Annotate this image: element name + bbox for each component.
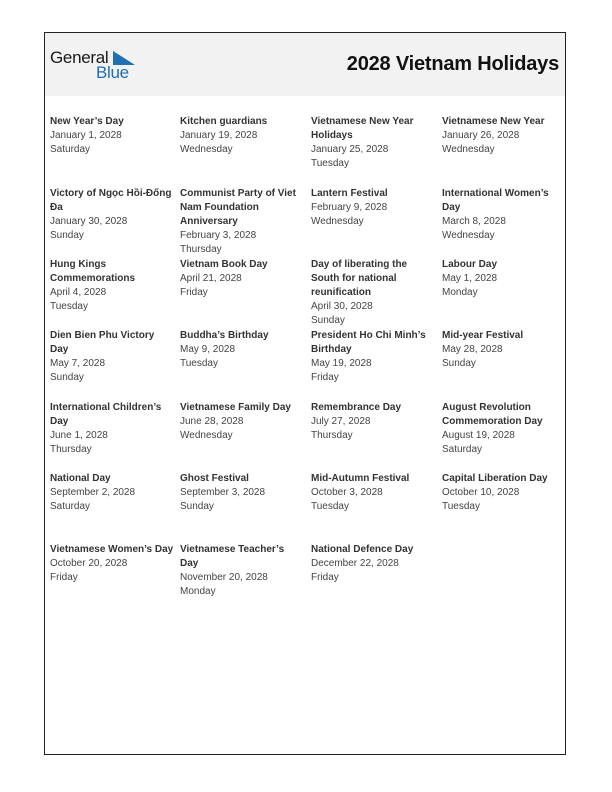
holiday-day: Wednesday [180,430,233,441]
holiday-day: Sunday [442,358,476,369]
holiday-name: Communist Party of Viet Nam Foundation Anniversary [180,188,296,227]
holiday-name: Vietnamese Teacher’s Day [180,544,285,569]
holiday-name: Victory of Ngọc Hồi-Đống Đa [50,188,172,213]
holiday-day: Sunday [50,230,84,241]
holiday-date: May 7, 2028 [50,358,106,369]
holiday-day: Saturday [50,144,91,155]
holiday-date: April 4, 2028 [50,287,107,298]
generalblue-logo [50,48,140,82]
holiday-day: Sunday [311,315,345,326]
holiday-date: February 3, 2028 [180,230,257,241]
holiday-item [442,472,566,514]
holiday-day: Saturday [50,501,91,512]
holiday-day: Monday [180,586,216,597]
holiday-date: August 19, 2028 [442,430,515,441]
holiday-date: October 10, 2028 [442,487,520,498]
holiday-day: Thursday [180,244,222,255]
holiday-date: January 30, 2028 [50,216,128,227]
holiday-item [442,329,566,371]
holiday-item [311,258,435,328]
holiday-name: National Day [50,473,111,484]
holiday-item [50,258,174,314]
holiday-item [311,329,435,385]
holiday-day: Wednesday [180,144,233,155]
holiday-name: Vietnam Book Day [180,259,268,270]
holiday-name: Lantern Festival [311,188,388,199]
holiday-item [50,187,174,243]
holiday-day: Tuesday [311,158,349,169]
holiday-day: Wednesday [442,144,495,155]
holiday-date: May 9, 2028 [180,344,236,355]
holiday-day: Tuesday [442,501,480,512]
holiday-day: Monday [442,287,478,298]
holiday-day: Friday [311,572,339,583]
logo-text-general: General [50,48,109,67]
holiday-item [180,401,304,443]
holiday-name: Ghost Festival [180,473,249,484]
holiday-day: Sunday [50,372,84,383]
holiday-name: Mid-Autumn Festival [311,473,410,484]
holiday-day: Tuesday [180,358,218,369]
holiday-item [180,329,304,371]
holiday-item [311,472,435,514]
holiday-date: December 22, 2028 [311,558,399,569]
holiday-date: January 19, 2028 [180,130,258,141]
page-title: 2028 Vietnam Holidays [346,53,559,75]
holiday-name: Mid-year Festival [442,330,524,341]
holiday-day: Friday [50,572,78,583]
holiday-item [180,543,304,599]
holiday-item [180,187,304,257]
holiday-date: September 2, 2028 [50,487,136,498]
holiday-day: Sunday [180,501,214,512]
holiday-item [442,401,566,457]
holiday-item [311,543,435,585]
holiday-name: Dien Bien Phu Victory Day [50,330,155,355]
holiday-day: Tuesday [50,301,88,312]
holiday-name: Day of liberating the South for national reunification [311,259,408,298]
holiday-item [442,115,566,157]
holiday-date: April 30, 2028 [311,301,373,312]
holiday-date: May 28, 2028 [442,344,503,355]
holiday-date: January 26, 2028 [442,130,520,141]
holiday-item [50,472,174,514]
holiday-day: Friday [180,287,208,298]
holiday-name: Kitchen guardians [180,116,268,127]
holiday-day: Saturday [442,444,483,455]
holiday-item [311,401,435,443]
holiday-name: Vietnamese Women’s Day [50,544,174,555]
holiday-name: International Women’s Day [442,188,549,213]
holiday-date: May 19, 2028 [311,358,372,369]
holiday-name: Buddha’s Birthday [180,330,269,341]
holiday-item [50,401,174,457]
logo-text-blue: Blue [96,63,129,82]
holiday-date: June 1, 2028 [50,430,108,441]
holiday-name: New Year’s Day [50,116,124,127]
holiday-name: August Revolution Commemoration Day [442,402,543,427]
holiday-item [180,258,304,300]
holiday-name: Labour Day [442,259,498,270]
holiday-date: March 8, 2028 [442,216,506,227]
holiday-name: Vietnamese New Year Holidays [311,116,414,141]
holiday-item [442,187,566,243]
holiday-date: September 3, 2028 [180,487,266,498]
holiday-name: Capital Liberation Day [442,473,548,484]
holiday-date: October 20, 2028 [50,558,128,569]
holiday-sheet [44,32,566,755]
holiday-item [50,543,174,585]
holiday-day: Tuesday [311,501,349,512]
page-header [45,33,565,96]
holiday-item [50,115,174,157]
holiday-name: National Defence Day [311,544,414,555]
holiday-item [180,115,304,157]
holiday-name: President Ho Chi Minh’s Birthday [311,330,426,355]
holiday-day: Friday [311,372,339,383]
holiday-day: Thursday [311,430,353,441]
holiday-name: International Children’s Day [50,402,162,427]
holiday-item [311,187,435,229]
holiday-name: Vietnamese Family Day [180,402,291,413]
holiday-day: Thursday [50,444,92,455]
holiday-date: January 25, 2028 [311,144,389,155]
holiday-day: Wednesday [442,230,495,241]
holiday-name: Remembrance Day [311,402,402,413]
holiday-item [50,329,174,385]
holiday-name: Hung Kings Commemorations [50,259,136,284]
holiday-date: November 20, 2028 [180,572,268,583]
holiday-name: Vietnamese New Year [442,116,545,127]
holiday-item [180,472,304,514]
holiday-item [442,258,566,300]
holiday-date: January 1, 2028 [50,130,122,141]
holiday-date: June 28, 2028 [180,416,244,427]
holiday-date: May 1, 2028 [442,273,498,284]
holiday-item [311,115,435,171]
holiday-day: Wednesday [311,216,364,227]
holiday-date: July 27, 2028 [311,416,371,427]
holiday-date: April 21, 2028 [180,273,242,284]
holiday-date: February 9, 2028 [311,202,388,213]
holiday-date: October 3, 2028 [311,487,383,498]
